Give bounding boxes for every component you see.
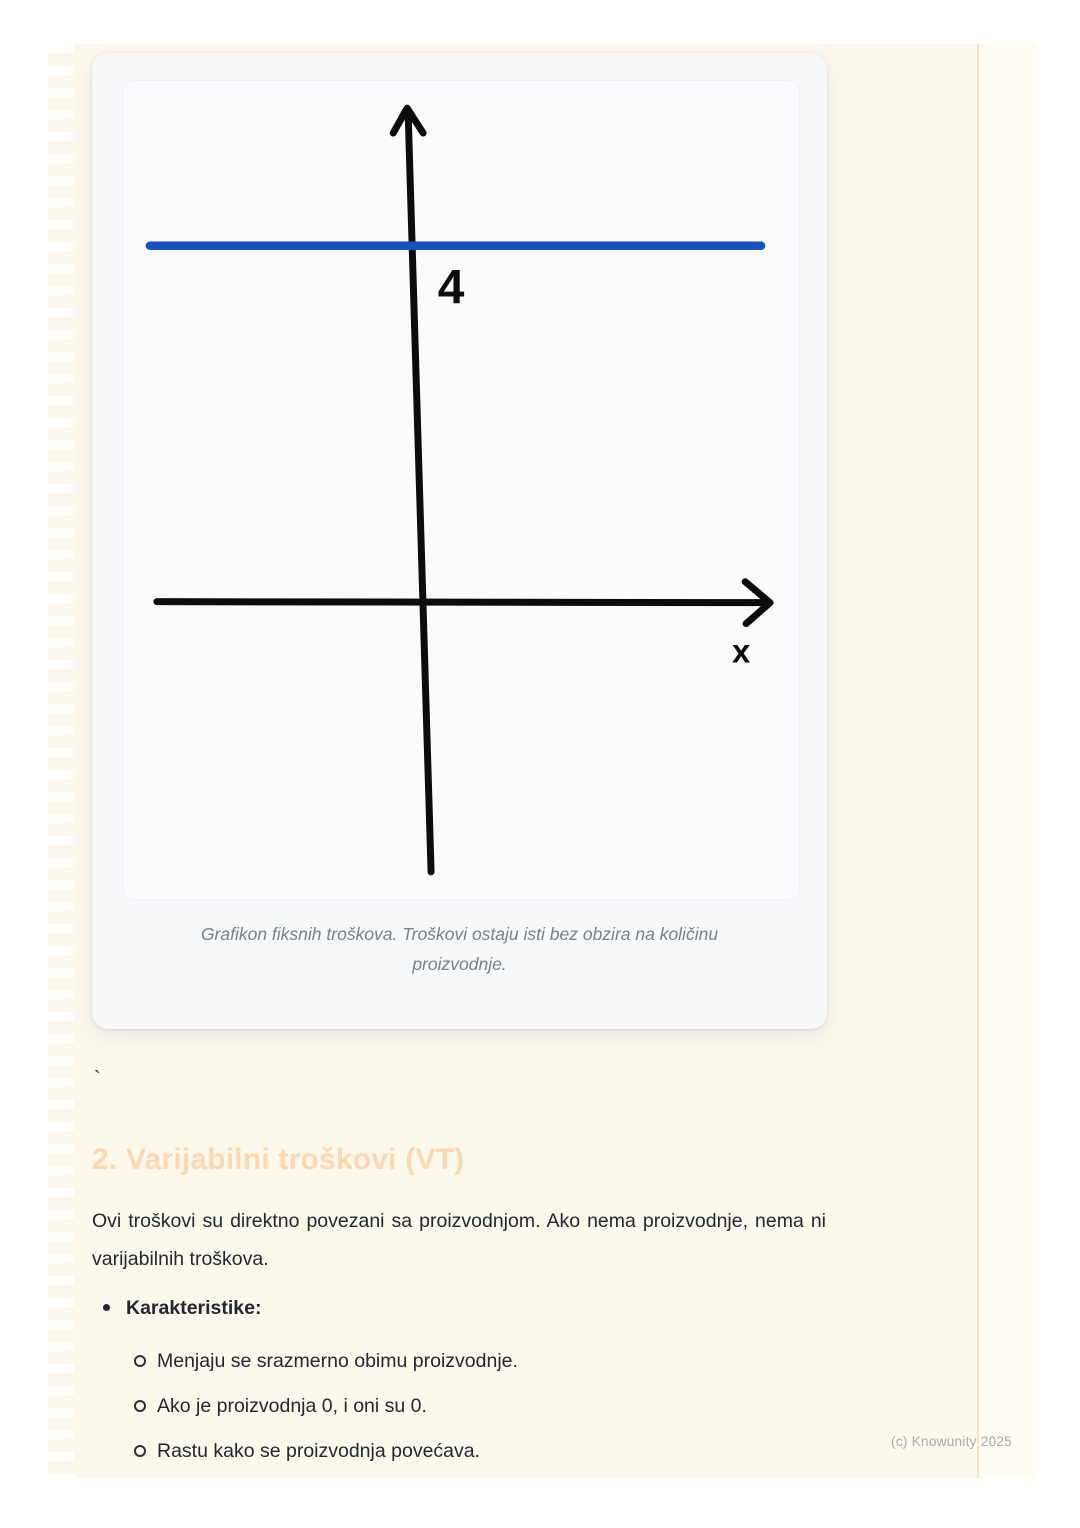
sub-bullet-text: Rastu kako se proizvodnja povećava. <box>157 1440 481 1462</box>
sub-bullet-text: Menjaju se srazmerno obimu proizvodnje. <box>157 1350 518 1372</box>
bullet-dot-icon <box>103 1304 110 1311</box>
figure-caption-line-2: proizvodnje. <box>412 954 507 974</box>
y-axis <box>408 114 431 872</box>
hollow-bullet-icon <box>134 1400 146 1412</box>
fixed-cost-value-label: 4 <box>437 261 465 315</box>
section-paragraph: Ovi troškovi su direktno povezani sa proizvodnjom. Ako nema proizvodnje, nema ni varijabilnih troškova. <box>92 1210 826 1270</box>
figure-caption-line-1: Grafikon fiksnih troškova. Troškovi ostaju isti bez obzira na količinu <box>200 924 719 944</box>
fixed-costs-chart <box>122 80 800 900</box>
sub-bullet-item-3 <box>92 1440 826 1463</box>
bullet-item-karakteristike <box>92 1297 826 1320</box>
figure-caption <box>132 919 787 979</box>
paper-right-strip <box>979 44 1036 1478</box>
chart-svg <box>123 81 799 899</box>
sub-bullet-item-1 <box>92 1350 826 1373</box>
notebook-margin-line <box>977 44 979 1478</box>
hollow-bullet-icon <box>134 1355 146 1367</box>
figure-card <box>92 53 827 1029</box>
sub-bullet-text: Ako je proizvodnja 0, i oni su 0. <box>157 1395 427 1417</box>
x-axis-label: x <box>732 632 751 670</box>
bullet-label: Karakteristike: <box>126 1297 262 1319</box>
x-axis <box>157 602 765 603</box>
torn-paper-edge <box>48 44 74 1478</box>
section-heading: 2. Varijabilni troškovi (VT) <box>92 1143 465 1176</box>
copyright-watermark: (c) Knowunity 2025 <box>891 1434 1012 1449</box>
sub-bullet-item-2 <box>92 1395 826 1418</box>
hollow-bullet-icon <box>134 1445 146 1457</box>
stray-backtick-text: ` <box>94 1068 101 1090</box>
